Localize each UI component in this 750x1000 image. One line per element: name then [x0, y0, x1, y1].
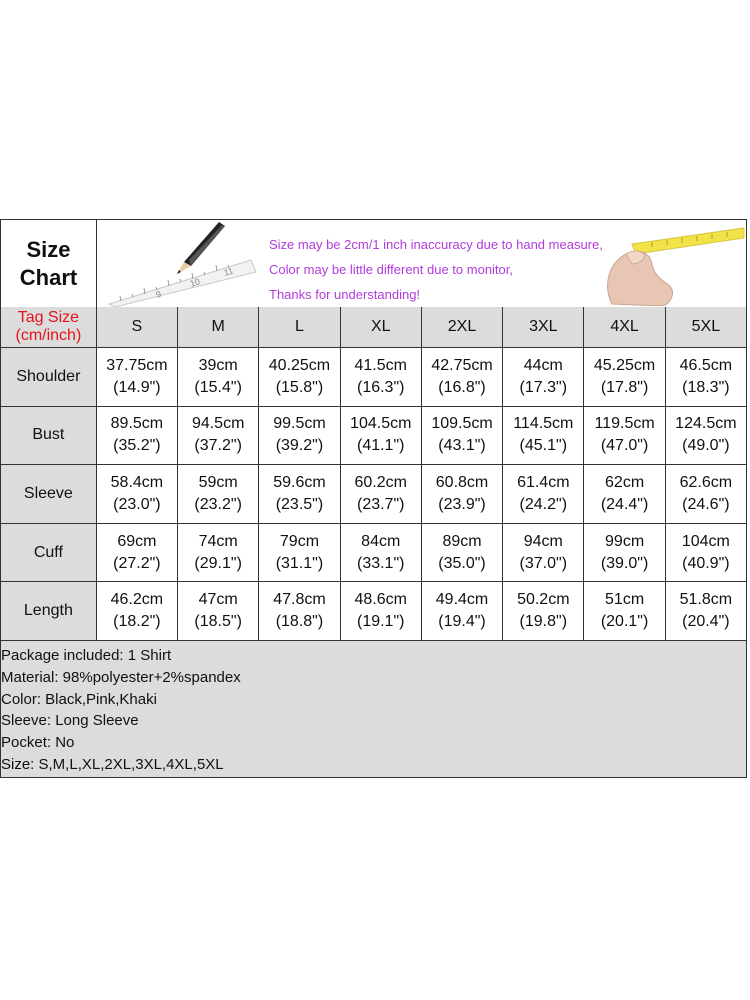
measurement-cell	[97, 407, 178, 465]
cm-value: 44cm	[523, 356, 563, 374]
inch-value: (19.4")	[438, 613, 486, 631]
info-package: Package included: 1 Shirt	[1, 647, 172, 664]
measurement-cell	[97, 348, 178, 406]
measurement-row-bust	[1, 407, 746, 466]
ruler-number-9: 9	[154, 288, 163, 300]
cm-value: 99cm	[605, 532, 645, 550]
measurement-notes	[269, 232, 603, 307]
tag-size-label-line-1: Tag Size	[17, 309, 80, 326]
measurement-cell	[178, 524, 259, 582]
inch-value: (18.3")	[682, 378, 730, 396]
cm-value: 124.5cm	[675, 415, 737, 433]
measurement-cell	[584, 524, 665, 582]
title-line-1: Size	[26, 236, 71, 262]
measurement-cell	[178, 465, 259, 523]
info-size: Size: S,M,L,XL,2XL,3XL,4XL,5XL	[1, 755, 224, 773]
cm-value: 37.75cm	[106, 356, 168, 374]
hand-tape-measure-illustration	[592, 224, 746, 306]
cm-value: 60.2cm	[354, 473, 407, 491]
measurement-cell	[584, 465, 665, 523]
measurement-cell	[422, 465, 503, 523]
measurement-cell	[259, 407, 340, 465]
note-color: Color may be little different due to monitor,	[269, 262, 513, 277]
measurement-cell	[422, 524, 503, 582]
measurement-cell	[341, 348, 422, 406]
measurement-row-cuff	[1, 524, 746, 583]
inch-value: (33.1")	[356, 554, 405, 572]
size-chart	[0, 219, 747, 778]
cm-value: 59cm	[198, 473, 238, 491]
measurement-label: Length	[1, 582, 97, 640]
cm-value: 46.2cm	[110, 591, 164, 609]
cm-value: 89cm	[442, 532, 482, 550]
measurement-cell	[178, 407, 259, 465]
measurement-cell	[259, 582, 340, 640]
measurement-label: Bust	[1, 407, 97, 465]
inch-value: (45.1")	[519, 437, 568, 455]
cm-value: 104cm	[681, 532, 730, 550]
chart-title	[1, 220, 97, 307]
inch-value: (19.1")	[356, 613, 405, 631]
measurement-cell	[666, 348, 746, 406]
cm-value: 47cm	[198, 591, 238, 609]
ruler-number-11: 11	[222, 265, 235, 278]
measurement-cell	[666, 582, 746, 640]
measurement-cell	[666, 407, 746, 465]
measurement-row-length	[1, 582, 746, 641]
size-header-cell: 3XL	[503, 307, 584, 347]
measurement-cell	[259, 465, 340, 523]
measurement-cell	[503, 465, 584, 523]
inch-value: (23.5")	[275, 495, 324, 513]
inch-value: (39.2")	[275, 437, 324, 455]
cm-value: 62cm	[605, 473, 645, 491]
inch-value: (37.0")	[519, 554, 568, 572]
tag-size-label	[1, 307, 97, 347]
measurement-cell	[503, 524, 584, 582]
inch-value: (16.3")	[356, 378, 405, 396]
size-header-cell: 2XL	[422, 307, 503, 347]
cm-value: 94cm	[523, 532, 563, 550]
inch-value: (49.0")	[682, 437, 730, 455]
measurement-cell	[259, 348, 340, 406]
inch-value: (20.1")	[600, 613, 649, 631]
cm-value: 59.6cm	[273, 473, 326, 491]
inch-value: (23.0")	[113, 495, 161, 513]
inch-value: (14.9")	[113, 378, 161, 396]
title-line-2: Chart	[19, 264, 78, 290]
cm-value: 45.25cm	[593, 356, 656, 374]
inch-value: (43.1")	[438, 437, 486, 455]
inch-value: (24.6")	[682, 495, 730, 513]
measurement-cell	[341, 524, 422, 582]
info-material: Material: 98%polyester+2%spandex	[1, 668, 241, 686]
info-color: Color: Black,Pink,Khaki	[1, 690, 157, 708]
inch-value: (17.8")	[600, 378, 649, 396]
cm-value: 99.5cm	[273, 415, 326, 433]
cm-value: 47.8cm	[273, 591, 326, 609]
ruler-number-10: 10	[188, 276, 202, 289]
cm-value: 50.2cm	[517, 591, 570, 609]
cm-value: 46.5cm	[679, 356, 733, 374]
cm-value: 40.25cm	[268, 356, 331, 374]
inch-value: (47.0")	[600, 437, 649, 455]
inch-value: (16.8")	[438, 378, 486, 396]
size-header-cell: L	[259, 307, 340, 347]
measurement-label: Shoulder	[1, 348, 97, 406]
size-header-cell: 5XL	[691, 318, 721, 335]
inch-value: (24.4")	[600, 495, 649, 513]
cm-value: 104.5cm	[350, 415, 412, 433]
inch-value: (18.8")	[275, 613, 324, 631]
cm-value: 119.5cm	[594, 415, 655, 433]
measurement-cell	[97, 465, 178, 523]
measurement-cell	[503, 348, 584, 406]
measurement-label: Cuff	[1, 524, 97, 582]
inch-value: (23.2")	[194, 495, 242, 513]
inch-value: (39.0")	[600, 554, 649, 572]
measurement-cell	[584, 407, 665, 465]
size-header-cell: M	[178, 307, 259, 347]
tag-size-label-line-2: (cm/inch)	[15, 327, 82, 344]
info-sleeve: Sleeve: Long Sleeve	[1, 712, 139, 730]
note-thanks: Thanks for understanding!	[269, 287, 421, 302]
cm-value: 49.4cm	[435, 591, 489, 609]
inch-value: (27.2")	[113, 554, 161, 572]
size-header-cell: 4XL	[584, 307, 665, 347]
measurement-cell	[97, 582, 178, 640]
chart-header	[1, 220, 746, 308]
inch-value: (37.2")	[194, 437, 242, 455]
inch-value: (20.4")	[682, 613, 730, 631]
cm-value: 94.5cm	[191, 415, 245, 433]
measurement-cell	[422, 348, 503, 406]
measurement-cell	[178, 348, 259, 406]
measurement-cell	[503, 407, 584, 465]
size-header-row	[1, 307, 746, 348]
inch-value: (41.1")	[356, 437, 405, 455]
cm-value: 69cm	[117, 532, 157, 550]
measurement-cell	[259, 524, 340, 582]
measurement-cell	[666, 524, 746, 582]
inch-value: (29.1")	[194, 554, 242, 572]
inch-value: (35.2")	[113, 437, 161, 455]
size-header-cell: S	[97, 307, 178, 347]
measurement-banner	[97, 220, 746, 307]
inch-value: (23.7")	[356, 495, 405, 513]
measurement-cell	[341, 407, 422, 465]
cm-value: 58.4cm	[110, 473, 164, 491]
cm-value: 42.75cm	[431, 356, 493, 374]
inch-value: (31.1")	[275, 554, 324, 572]
cm-value: 89.5cm	[110, 415, 164, 433]
measurement-cell	[422, 407, 503, 465]
cm-value: 74cm	[198, 532, 238, 550]
inch-value: (40.9")	[682, 554, 730, 572]
inch-value: (15.8")	[275, 378, 324, 396]
cm-value: 51cm	[605, 591, 645, 609]
cm-value: 114.5cm	[513, 415, 574, 433]
cm-value: 79cm	[279, 532, 320, 550]
note-accuracy: Size may be 2cm/1 inch inaccuracy due to hand measure,	[269, 237, 603, 252]
measurement-cell	[341, 465, 422, 523]
measurement-row-shoulder	[1, 348, 746, 407]
inch-value: (24.2")	[519, 495, 568, 513]
pencil-ruler-illustration	[101, 220, 261, 307]
measurement-cell	[584, 582, 665, 640]
size-header-cell: XL	[341, 307, 422, 347]
measurement-cell	[584, 348, 665, 406]
cm-value: 109.5cm	[431, 415, 493, 433]
cm-value: 61.4cm	[517, 473, 570, 491]
inch-value: (17.3")	[519, 378, 568, 396]
measurement-cell	[422, 582, 503, 640]
measurement-cell	[503, 582, 584, 640]
cm-value: 84cm	[361, 532, 401, 550]
cm-value: 41.5cm	[354, 356, 407, 374]
cm-value: 39cm	[198, 356, 238, 374]
product-info	[1, 641, 746, 777]
cm-value: 51.8cm	[679, 591, 733, 609]
info-pocket: Pocket: No	[1, 734, 75, 752]
cm-value: 48.6cm	[354, 591, 407, 609]
inch-value: (23.9")	[438, 495, 486, 513]
inch-value: (15.4")	[194, 378, 242, 396]
measurement-cell	[97, 524, 178, 582]
inch-value: (18.5")	[194, 613, 242, 631]
inch-value: (35.0")	[438, 554, 486, 572]
measurement-row-sleeve	[1, 465, 746, 524]
measurement-cell	[666, 465, 746, 523]
measurement-cell	[178, 582, 259, 640]
cm-value: 62.6cm	[679, 473, 733, 491]
measurement-label: Sleeve	[1, 465, 97, 523]
measurement-cell	[341, 582, 422, 640]
inch-value: (19.8")	[519, 613, 568, 631]
inch-value: (18.2")	[113, 613, 161, 631]
cm-value: 60.8cm	[435, 473, 489, 491]
